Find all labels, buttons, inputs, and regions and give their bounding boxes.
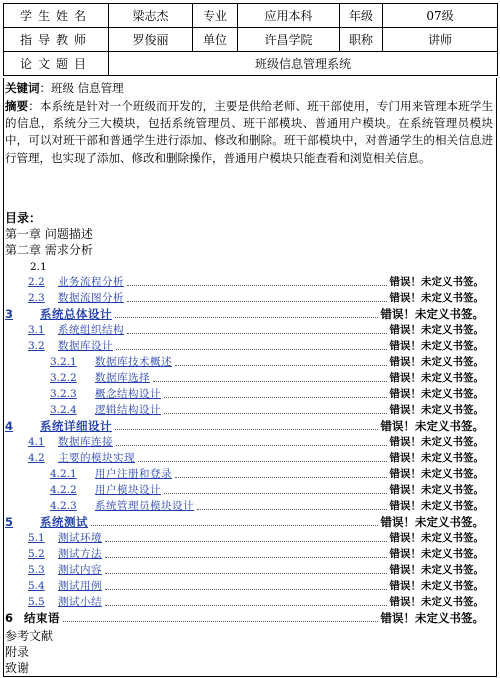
toc-entry-title: 系统测试	[40, 515, 88, 529]
toc-page-error: 错误！未定义书签。	[389, 484, 484, 496]
major-label: 专业	[193, 4, 238, 28]
toc-page-error: 错误！未定义书签。	[389, 596, 484, 608]
toc-entry[interactable]	[0, 306, 492, 322]
toc-page-error: 错误！未定义书签。	[389, 340, 484, 352]
toc-entry-number: 4.2.2	[50, 484, 77, 496]
toc-dot-leader	[63, 621, 378, 622]
toc-dot-leader	[175, 477, 387, 478]
toc-entry-title: 数据库连接	[58, 436, 113, 448]
toc-page-error: 错误！未定义书签。	[389, 564, 484, 576]
toc-entry-number: 3.1	[28, 324, 45, 336]
toc-entry[interactable]	[0, 354, 492, 370]
toc-entry-number: 5.1	[28, 532, 45, 544]
abstract-label: 摘要	[5, 99, 29, 113]
toc-entry[interactable]	[0, 418, 492, 434]
thesis-label: 论文题目	[4, 52, 109, 76]
toc-entry-number: 5.5	[28, 596, 45, 608]
unit-value: 许昌学院	[238, 28, 340, 52]
toc-page-error: 错误！未定义书签。	[380, 307, 484, 321]
toc-page-error: 错误！未定义书签。	[389, 356, 484, 368]
toc-dot-leader	[105, 605, 387, 606]
toc-dot-leader	[116, 349, 387, 350]
toc-dot-leader	[91, 525, 378, 526]
toc-entry[interactable]	[0, 498, 492, 514]
toc-entry-number: 4.2.1	[50, 468, 77, 480]
toc-entry-title: 业务流程分析	[58, 276, 124, 288]
toc-entry-number: 3.2.2	[50, 372, 77, 384]
toc-entry-number: 2.3	[28, 292, 45, 304]
toc-dot-leader	[105, 557, 387, 558]
toc-entry-title: 系统总体设计	[40, 307, 112, 321]
toc-page-error: 错误！未定义书签。	[389, 404, 484, 416]
toc-appendix: 附录	[5, 645, 30, 659]
toc-entry[interactable]	[0, 594, 492, 610]
info-row-3	[4, 52, 498, 76]
toc-acknowledgements: 致谢	[5, 661, 30, 675]
toc-entry[interactable]	[0, 514, 492, 530]
toc-page-error: 错误！未定义书签。	[380, 515, 484, 529]
toc-dot-leader	[116, 445, 387, 446]
grade-value: 07级	[383, 4, 498, 28]
toc-heading: 目录：	[5, 211, 42, 225]
info-table	[3, 3, 498, 76]
toc-entry-title: 系统组织结构	[58, 324, 124, 336]
toc-entry-number: 3	[5, 307, 14, 321]
toc-entry-title: 用户注册和登录	[95, 468, 172, 480]
toc-entry-title: 系统详细设计	[40, 419, 112, 433]
toc-page-error: 错误！未定义书签。	[389, 324, 484, 336]
major-value: 应用本科	[238, 4, 340, 28]
toc-page-error: 错误！未定义书签。	[389, 436, 484, 448]
toc-dot-leader	[138, 461, 387, 462]
toc-entry[interactable]	[0, 434, 492, 450]
toc-page-error: 错误！未定义书签。	[389, 388, 484, 400]
toc-dot-leader	[115, 429, 378, 430]
title-label: 职称	[340, 28, 383, 52]
toc-entry-title: 逻辑结构设计	[95, 404, 161, 416]
toc-entry-title: 测试内容	[58, 564, 102, 576]
toc-page-error: 错误！未定义书签。	[389, 500, 484, 512]
toc-entry-number: 4.2.3	[50, 500, 77, 512]
toc-page-error: 错误！未定义书签。	[389, 292, 484, 304]
toc-entry-title: 数据流图分析	[58, 292, 124, 304]
toc-dot-leader	[127, 285, 387, 286]
toc-dot-leader	[105, 589, 387, 590]
toc-entry	[0, 259, 492, 275]
keywords-text: ：班级 信息管理	[39, 81, 124, 95]
toc-entry-number: 5.3	[28, 564, 45, 576]
info-row-1	[4, 4, 498, 28]
toc-entry-title: 测试环境	[58, 532, 102, 544]
student-name-label: 学生姓名	[4, 4, 109, 28]
toc-entry[interactable]	[0, 402, 492, 418]
toc-page-error: 错误！未定义书签。	[380, 419, 484, 433]
thesis-value: 班级信息管理系统	[109, 52, 498, 76]
toc-page-error: 错误！未定义书签。	[389, 580, 484, 592]
toc-entry	[0, 610, 492, 626]
toc-dot-leader	[197, 509, 387, 510]
toc-entry-number: 5.4	[28, 580, 45, 592]
toc-entry[interactable]	[0, 482, 492, 498]
toc-entry-title: 概念结构设计	[95, 388, 161, 400]
toc-entry-number: 3.2.4	[50, 404, 77, 416]
toc-page-error: 错误！未定义书签。	[389, 468, 484, 480]
toc-page-error: 错误！未定义书签。	[389, 276, 484, 288]
info-row-2	[4, 28, 498, 52]
toc-dot-leader	[164, 493, 387, 494]
toc-dot-leader	[115, 317, 378, 318]
advisor-value: 罗俊丽	[109, 28, 193, 52]
toc-entry-number: 3.2.3	[50, 388, 77, 400]
toc-entry[interactable]	[0, 530, 492, 546]
toc-page-error: 错误！未定义书签。	[380, 611, 484, 625]
toc-entry-title: 测试方法	[58, 548, 102, 560]
unit-label: 单位	[193, 28, 238, 52]
toc-entry[interactable]	[0, 274, 492, 290]
toc-entry-title: 主要的模块实现	[58, 452, 135, 464]
toc-entry-number: 4.2	[28, 452, 45, 464]
toc-entry-number: 6	[5, 611, 14, 625]
toc-entry-title: 测试用例	[58, 580, 102, 592]
toc-page-error: 错误！未定义书签。	[389, 532, 484, 544]
toc-references: 参考文献	[5, 629, 54, 643]
toc-page-error: 错误！未定义书签。	[389, 372, 484, 384]
toc-entry-title: 结束语	[24, 611, 60, 625]
toc-entry-title: 测试小结	[58, 596, 102, 608]
advisor-label: 指导教师	[4, 28, 109, 52]
toc-entry[interactable]	[0, 546, 492, 562]
toc-entry-title: 数据库设计	[58, 340, 113, 352]
toc-entry-title: 数据库选择	[95, 372, 150, 384]
toc-entry[interactable]	[0, 450, 492, 466]
toc-dot-leader	[127, 301, 387, 302]
toc-entry-number: 2.1	[30, 261, 47, 273]
toc-entry[interactable]	[0, 386, 492, 402]
toc-entry-number: 3.2	[28, 340, 45, 352]
toc-entry-number: 5.2	[28, 548, 45, 560]
toc-dot-leader	[164, 413, 387, 414]
toc-dot-leader	[105, 541, 387, 542]
abstract-text: ：本系统是针对一个班级而开发的，主要是供给老师、班干部使用，专门用来管理本班学生的信息，系统分三大模块，包括系统管理员、班干部模块、普通用户模块。在系统管理员模块中，可以对班干部和普通学生进行添加、修改和删除。班干部模块中，对普通学生的相关信息进行管理，也实现了添加、修改和删除操作，普通用户模块只能查看和浏览相关信息。	[5, 99, 494, 165]
toc-entry[interactable]	[0, 562, 492, 578]
toc-entry-title: 用户模块设计	[95, 484, 161, 496]
keywords-label: 关键词	[5, 81, 40, 95]
toc-dot-leader	[105, 573, 387, 574]
toc-entry[interactable]	[0, 370, 492, 386]
toc-dot-leader	[153, 381, 387, 382]
toc-entry[interactable]	[0, 290, 492, 306]
toc-entry-title: 系统管理员模块设计	[95, 500, 194, 512]
toc-dot-leader	[127, 333, 387, 334]
toc-chapter-1: 第一章 问题描述	[5, 227, 93, 241]
toc-entry-number: 5	[5, 515, 14, 529]
toc-entry[interactable]	[0, 338, 492, 354]
toc-entry-number: 4	[5, 419, 14, 433]
toc-entry[interactable]	[0, 578, 492, 594]
toc-entry[interactable]	[0, 322, 492, 338]
toc-chapter-2: 第二章 需求分析	[5, 243, 93, 257]
toc-page-error: 错误！未定义书签。	[389, 452, 484, 464]
grade-label: 年级	[340, 4, 383, 28]
toc-dot-leader	[164, 397, 387, 398]
keywords	[5, 80, 124, 97]
toc-entry-number: 2.2	[28, 276, 45, 288]
toc-page-error: 错误！未定义书签。	[389, 548, 484, 560]
toc-dot-leader	[175, 365, 387, 366]
toc-entry-number: 3.2.1	[50, 356, 77, 368]
toc-entry[interactable]	[0, 466, 492, 482]
toc-entry-title: 数据库技术概述	[95, 356, 172, 368]
toc-entry-number: 4.1	[28, 436, 45, 448]
abstract	[5, 98, 493, 167]
title-value: 讲师	[383, 28, 498, 52]
student-name-value: 梁志杰	[109, 4, 193, 28]
